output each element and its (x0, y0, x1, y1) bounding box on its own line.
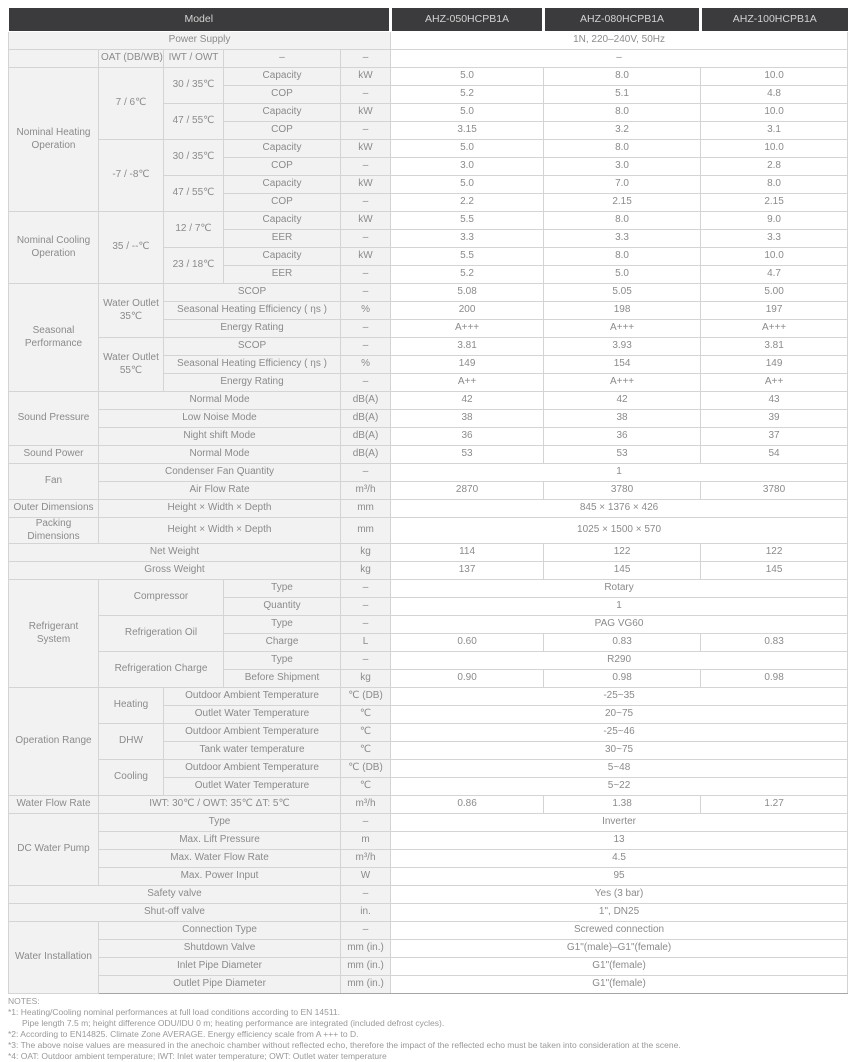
unit-cell: dB(A) (341, 446, 391, 464)
spec-label: Outlet Water Temperature (164, 706, 341, 724)
table-row-refrigerant-type (9, 652, 848, 670)
spec-value: 1N, 220–240V, 50Hz (391, 32, 848, 50)
unit-cell: ℃ (341, 706, 391, 724)
spec-label: Max. Power Input (99, 868, 341, 886)
unit-cell: dB(A) (341, 392, 391, 410)
table-row-outlet-pipe (9, 976, 848, 994)
unit-cell: in. (341, 904, 391, 922)
spec-label: 47 / 55℃ (164, 176, 224, 212)
unit-cell: kW (341, 248, 391, 266)
notes-section (8, 996, 848, 1062)
table-row-range-cooling-oat (9, 760, 848, 778)
spec-label: EER (224, 230, 341, 248)
spec-label: Capacity (224, 68, 341, 86)
table-row-pump-power (9, 868, 848, 886)
spec-label: Heating (99, 688, 164, 724)
spec-label: Outdoor Ambient Temperature (164, 688, 341, 706)
unit-cell: kW (341, 176, 391, 194)
spec-value: – (391, 50, 848, 68)
spec-label: Type (224, 652, 341, 670)
unit-cell: – (341, 464, 391, 482)
spec-value: 845 × 1376 × 426 (391, 500, 848, 518)
unit-cell: – (341, 194, 391, 212)
table-row-scop-55 (9, 338, 848, 356)
spec-value: 1", DN25 (391, 904, 848, 922)
section-label: Nominal Heating Operation (9, 68, 99, 212)
spec-value: 122 (701, 544, 848, 562)
section-label: DC Water Pump (9, 814, 99, 886)
spec-value: 1.38 (544, 796, 701, 814)
spec-value: A+++ (544, 374, 701, 392)
spec-value: 5.0 (391, 104, 544, 122)
spec-value: 5.5 (391, 212, 544, 230)
spec-label: 30 / 35℃ (164, 68, 224, 104)
spec-value: 2.15 (544, 194, 701, 212)
spec-value: 3.81 (391, 338, 544, 356)
table-row-fan-airflow (9, 482, 848, 500)
spec-label: 23 / 18℃ (164, 248, 224, 284)
spec-value: 10.0 (701, 140, 848, 158)
spec-label: 47 / 55℃ (164, 104, 224, 140)
spec-label: COP (224, 194, 341, 212)
spec-value: 9.0 (701, 212, 848, 230)
unit-cell: kg (341, 670, 391, 688)
spec-label (9, 50, 99, 68)
spec-value: A+++ (544, 320, 701, 338)
unit-cell: ℃ (341, 724, 391, 742)
unit-cell: ℃ (341, 778, 391, 796)
section-label: Sound Pressure (9, 392, 99, 446)
spec-value: Rotary (391, 580, 848, 598)
spec-label: 35 / --℃ (99, 212, 164, 284)
unit-cell: kW (341, 212, 391, 230)
spec-value: 200 (391, 302, 544, 320)
spec-label: Outdoor Ambient Temperature (164, 724, 341, 742)
spec-value: G1"(male)–G1"(female) (391, 940, 848, 958)
table-row-inlet-pipe (9, 958, 848, 976)
spec-value: G1"(female) (391, 976, 848, 994)
unit-cell: ℃ (DB) (341, 688, 391, 706)
spec-label: Capacity (224, 212, 341, 230)
unit-cell: kW (341, 140, 391, 158)
note-line: *2: According to EN14825. Climate Zone AVERAGE. Energy efficiency scale from A +++ to D. (8, 1029, 359, 1039)
spec-label: Type (224, 580, 341, 598)
unit-cell: – (341, 886, 391, 904)
spec-value: 114 (391, 544, 544, 562)
unit-cell: ℃ (341, 742, 391, 760)
spec-label: IWT: 30℃ / OWT: 35℃ ΔT: 5℃ (99, 796, 341, 814)
table-row-sp-night (9, 428, 848, 446)
spec-label: DHW (99, 724, 164, 760)
unit-cell: kW (341, 104, 391, 122)
table-row-cool-127-cap (9, 212, 848, 230)
spec-label: 12 / 7℃ (164, 212, 224, 248)
spec-value: 5.05 (544, 284, 701, 302)
spec-value: 137 (391, 562, 544, 580)
unit-cell: – (341, 50, 391, 68)
section-label: Water Outlet 55℃ (99, 338, 164, 392)
table-row-oat-iwt-owt (9, 50, 848, 68)
unit-cell: mm (in.) (341, 940, 391, 958)
spec-label: 7 / 6℃ (99, 68, 164, 140)
unit-cell: m³/h (341, 482, 391, 500)
spec-value: 5.00 (701, 284, 848, 302)
spec-value: 5.0 (391, 68, 544, 86)
spec-label: SCOP (164, 284, 341, 302)
table-row-gross-weight (9, 562, 848, 580)
spec-table (8, 8, 848, 994)
spec-label: OAT (DB/WB) (99, 50, 164, 68)
spec-value: 3780 (701, 482, 848, 500)
spec-value: 43 (701, 392, 848, 410)
spec-sheet (8, 8, 847, 994)
notes-title: NOTES: (8, 996, 40, 1006)
spec-value: 5.2 (391, 266, 544, 284)
model-name-2: AHZ-080HCPB1A (544, 8, 701, 32)
note-line: *1: Heating/Cooling nominal performances at full load conditions according to EN 14511. (8, 1007, 341, 1017)
spec-label: Night shift Mode (99, 428, 341, 446)
spec-label: Refrigeration Oil (99, 616, 224, 652)
unit-cell: dB(A) (341, 428, 391, 446)
section-label: Sound Power (9, 446, 99, 464)
unit-cell: dB(A) (341, 410, 391, 428)
section-label: Seasonal Performance (9, 284, 99, 392)
spec-label: Inlet Pipe Diameter (99, 958, 341, 976)
spec-value: A+++ (701, 320, 848, 338)
unit-cell: – (341, 598, 391, 616)
spec-value: 5.0 (391, 140, 544, 158)
spec-value: 0.60 (391, 634, 544, 652)
spec-label: Shut-off valve (9, 904, 341, 922)
spec-value: 38 (391, 410, 544, 428)
spec-value: 0.98 (701, 670, 848, 688)
spec-label: Max. Water Flow Rate (99, 850, 341, 868)
spec-label: 30 / 35℃ (164, 140, 224, 176)
table-row-heat-7-3035-cap (9, 68, 848, 86)
unit-cell: m³/h (341, 796, 391, 814)
spec-label: Normal Mode (99, 446, 341, 464)
spec-value: 1025 × 1500 × 570 (391, 518, 848, 544)
spec-label: Seasonal Heating Efficiency ( ηs ) (164, 356, 341, 374)
spec-value: 2870 (391, 482, 544, 500)
spec-value: 0.83 (701, 634, 848, 652)
spec-value: 0.86 (391, 796, 544, 814)
table-row-power-supply (9, 32, 848, 50)
note-line: *3: The above noise values are measured in the anechoic chamber without reflected echo, therefore the impact of the reflected echo must be taken into consideration at the scene. (8, 1040, 681, 1050)
spec-value: 2.2 (391, 194, 544, 212)
spec-value: 3.3 (701, 230, 848, 248)
unit-cell: mm (341, 518, 391, 544)
spec-value: 42 (391, 392, 544, 410)
spec-value: 3780 (544, 482, 701, 500)
spec-value: 5.0 (391, 176, 544, 194)
spec-value: A++ (701, 374, 848, 392)
spec-value: 1.27 (701, 796, 848, 814)
table-row-shutdown-valve (9, 940, 848, 958)
unit-cell: m³/h (341, 850, 391, 868)
unit-cell: – (341, 284, 391, 302)
unit-cell: – (341, 338, 391, 356)
spec-value: 149 (391, 356, 544, 374)
spec-value: Inverter (391, 814, 848, 832)
spec-value: A+++ (391, 320, 544, 338)
spec-label: Low Noise Mode (99, 410, 341, 428)
spec-value: 8.0 (544, 248, 701, 266)
spec-value: 1 (391, 464, 848, 482)
spec-value: 3.93 (544, 338, 701, 356)
spec-label: Shutdown Valve (99, 940, 341, 958)
spec-label: IWT / OWT (164, 50, 224, 68)
note-line: *4: OAT: Outdoor ambient temperature; IWT: Inlet water temperature; OWT: Outlet water temperature (8, 1051, 387, 1061)
spec-value: 37 (701, 428, 848, 446)
spec-value: 5.0 (544, 266, 701, 284)
table-row-safety-valve (9, 886, 848, 904)
spec-label: Compressor (99, 580, 224, 616)
spec-value: 3.1 (701, 122, 848, 140)
unit-cell: – (341, 122, 391, 140)
spec-value: 8.0 (701, 176, 848, 194)
spec-value: 10.0 (701, 68, 848, 86)
spec-value: 10.0 (701, 104, 848, 122)
unit-cell: mm (341, 500, 391, 518)
spec-label: Net Weight (9, 544, 341, 562)
spec-value: 154 (544, 356, 701, 374)
unit-cell: – (341, 580, 391, 598)
spec-value: 30~75 (391, 742, 848, 760)
spec-value: 5~22 (391, 778, 848, 796)
table-row-fan-qty (9, 464, 848, 482)
spec-label: Charge (224, 634, 341, 652)
spec-value: Screwed connection (391, 922, 848, 940)
spec-value: 13 (391, 832, 848, 850)
spec-label: Capacity (224, 104, 341, 122)
spec-value: 3.3 (391, 230, 544, 248)
spec-value: 5.5 (391, 248, 544, 266)
table-row-water-flow-rate (9, 796, 848, 814)
unit-cell: mm (in.) (341, 958, 391, 976)
spec-label: SCOP (164, 338, 341, 356)
table-row-compressor-type (9, 580, 848, 598)
spec-value: -25~35 (391, 688, 848, 706)
spec-label: Outlet Water Temperature (164, 778, 341, 796)
spec-value: 3.15 (391, 122, 544, 140)
spec-value: 1 (391, 598, 848, 616)
spec-value: 3.81 (701, 338, 848, 356)
unit-cell: kW (341, 68, 391, 86)
model-name-3: AHZ-100HCPB1A (701, 8, 848, 32)
spec-label: Type (99, 814, 341, 832)
spec-value: 3.3 (544, 230, 701, 248)
spec-value: 3.2 (544, 122, 701, 140)
spec-value: 8.0 (544, 104, 701, 122)
spec-value: 5.1 (544, 86, 701, 104)
spec-label: COP (224, 158, 341, 176)
spec-label: Refrigeration Charge (99, 652, 224, 688)
spec-value: 145 (701, 562, 848, 580)
spec-value: 3.0 (544, 158, 701, 176)
unit-cell: – (341, 158, 391, 176)
spec-value: 53 (391, 446, 544, 464)
spec-value: 8.0 (544, 68, 701, 86)
section-label: Operation Range (9, 688, 99, 796)
spec-label: Normal Mode (99, 392, 341, 410)
section-label: Water Installation (9, 922, 99, 994)
unit-cell: kg (341, 544, 391, 562)
section-label: Water Flow Rate (9, 796, 99, 814)
table-row-range-heating-oat (9, 688, 848, 706)
table-row-heat-m7-3035-cap (9, 140, 848, 158)
spec-label: Quantity (224, 598, 341, 616)
unit-cell: – (341, 616, 391, 634)
spec-value: 8.0 (544, 140, 701, 158)
spec-label: Condenser Fan Quantity (99, 464, 341, 482)
spec-value: 122 (544, 544, 701, 562)
table-row-sp-low (9, 410, 848, 428)
spec-value: 39 (701, 410, 848, 428)
spec-label: Connection Type (99, 922, 341, 940)
model-header-label: Model (9, 8, 391, 32)
spec-value: 2.8 (701, 158, 848, 176)
spec-value: 38 (544, 410, 701, 428)
model-name-1: AHZ-050HCPB1A (391, 8, 544, 32)
spec-label: – (224, 50, 341, 68)
spec-value: -25~46 (391, 724, 848, 742)
spec-label: Tank water temperature (164, 742, 341, 760)
spec-value: 2.15 (701, 194, 848, 212)
spec-label: Capacity (224, 248, 341, 266)
table-row-pump-lift (9, 832, 848, 850)
unit-cell: % (341, 356, 391, 374)
spec-label: Air Flow Rate (99, 482, 341, 500)
spec-value: 0.83 (544, 634, 701, 652)
spec-value: 4.8 (701, 86, 848, 104)
section-label: Packing Dimensions (9, 518, 99, 544)
unit-cell: – (341, 814, 391, 832)
spec-value: 149 (701, 356, 848, 374)
spec-value: 42 (544, 392, 701, 410)
spec-label: COP (224, 122, 341, 140)
spec-value: R290 (391, 652, 848, 670)
note-line: Pipe length 7.5 m; height difference ODU/IDU 0 m; heating performance are integrated (included defrost cycles). (22, 1018, 445, 1028)
spec-value: A++ (391, 374, 544, 392)
table-row-connection-type (9, 922, 848, 940)
spec-label: Before Shipment (224, 670, 341, 688)
spec-label: Height × Width × Depth (99, 500, 341, 518)
unit-cell: – (341, 320, 391, 338)
spec-value: 0.98 (544, 670, 701, 688)
spec-label: Type (224, 616, 341, 634)
section-label: Fan (9, 464, 99, 500)
unit-cell: W (341, 868, 391, 886)
spec-value: 20~75 (391, 706, 848, 724)
spec-value: 5~48 (391, 760, 848, 778)
unit-cell: % (341, 302, 391, 320)
spec-label: Energy Rating (164, 320, 341, 338)
spec-value: G1"(female) (391, 958, 848, 976)
spec-value: Yes (3 bar) (391, 886, 848, 904)
spec-label: Capacity (224, 176, 341, 194)
table-row-pump-type (9, 814, 848, 832)
spec-label: Seasonal Heating Efficiency ( ηs ) (164, 302, 341, 320)
table-row-sw-normal (9, 446, 848, 464)
spec-value: 4.5 (391, 850, 848, 868)
spec-value: 36 (544, 428, 701, 446)
table-row-pump-flow (9, 850, 848, 868)
spec-value: 95 (391, 868, 848, 886)
section-label: Refrigerant System (9, 580, 99, 688)
section-label: Outer Dimensions (9, 500, 99, 518)
model-header-row (9, 8, 848, 32)
spec-value: 7.0 (544, 176, 701, 194)
spec-value: 4.7 (701, 266, 848, 284)
unit-cell: mm (in.) (341, 976, 391, 994)
spec-label: Gross Weight (9, 562, 341, 580)
table-row-packing-dims (9, 518, 848, 544)
unit-cell: – (341, 922, 391, 940)
table-row-scop-35 (9, 284, 848, 302)
unit-cell: kg (341, 562, 391, 580)
spec-value: 5.2 (391, 86, 544, 104)
spec-table-body (9, 32, 848, 994)
spec-label: Energy Rating (164, 374, 341, 392)
spec-label: Height × Width × Depth (99, 518, 341, 544)
spec-label: COP (224, 86, 341, 104)
spec-label: Outlet Pipe Diameter (99, 976, 341, 994)
unit-cell: L (341, 634, 391, 652)
spec-value: 8.0 (544, 212, 701, 230)
spec-value: 198 (544, 302, 701, 320)
spec-value: 197 (701, 302, 848, 320)
spec-label: EER (224, 266, 341, 284)
spec-label: Outdoor Ambient Temperature (164, 760, 341, 778)
table-row-oil-type (9, 616, 848, 634)
spec-value: 10.0 (701, 248, 848, 266)
unit-cell: – (341, 374, 391, 392)
spec-label: Max. Lift Pressure (99, 832, 341, 850)
spec-label: Capacity (224, 140, 341, 158)
unit-cell: – (341, 86, 391, 104)
spec-label: Safety valve (9, 886, 341, 904)
unit-cell: ℃ (DB) (341, 760, 391, 778)
spec-value: 5.08 (391, 284, 544, 302)
spec-label: Power Supply (9, 32, 391, 50)
table-row-shutoff-valve (9, 904, 848, 922)
table-row-outer-dims (9, 500, 848, 518)
spec-value: 3.0 (391, 158, 544, 176)
table-row-net-weight (9, 544, 848, 562)
spec-value: 54 (701, 446, 848, 464)
section-label: Nominal Cooling Operation (9, 212, 99, 284)
spec-value: PAG VG60 (391, 616, 848, 634)
section-label: Water Outlet 35℃ (99, 284, 164, 338)
spec-value: 0.90 (391, 670, 544, 688)
unit-cell: – (341, 230, 391, 248)
spec-label: Cooling (99, 760, 164, 796)
unit-cell: – (341, 266, 391, 284)
spec-value: 145 (544, 562, 701, 580)
spec-value: 36 (391, 428, 544, 446)
unit-cell: m (341, 832, 391, 850)
spec-value: 53 (544, 446, 701, 464)
spec-label: -7 / -8℃ (99, 140, 164, 212)
table-row-range-dhw-oat (9, 724, 848, 742)
table-row-sp-normal (9, 392, 848, 410)
unit-cell: – (341, 652, 391, 670)
